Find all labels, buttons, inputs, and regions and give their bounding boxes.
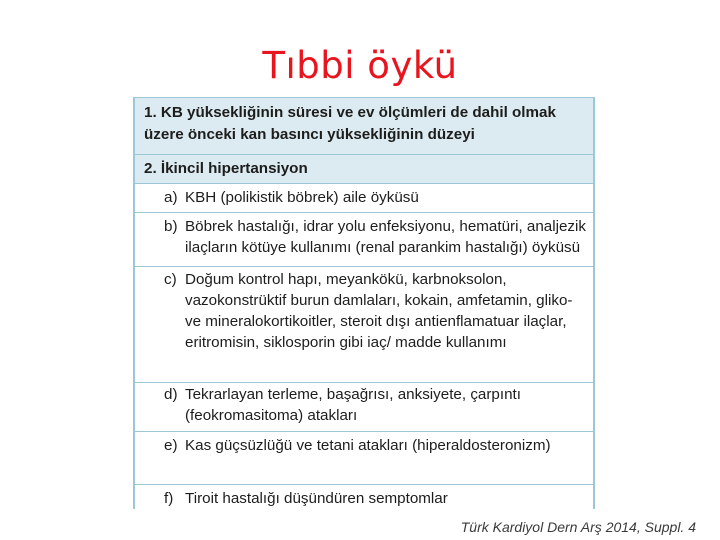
item-label: c) xyxy=(164,271,177,288)
item-text: Kas güçsüzlüğü ve tetani atakları (hiperaldosteronizm) xyxy=(185,437,551,454)
item-label: b) xyxy=(164,218,178,235)
item-text: Tekrarlayan terleme, başağrısı, anksiyete, çarpıntı (feokromasitoma) atakları xyxy=(185,386,521,424)
section-blood-pressure-history: 1. KB yüksekliğinin süresi ve ev ölçümleri de dahil olmak üzere önceki kan basıncı yüksekliğinin düzeyi xyxy=(135,98,593,155)
list-item-a xyxy=(135,184,593,213)
item-label: a) xyxy=(164,189,178,206)
list-item-b xyxy=(135,213,593,267)
item-text: Doğum kontrol hapı, meyankökü, karbnoksolon, vazokonstrüktif burun damlaları, kokain, amfetamin, gliko- ve mineralokortikoitler, steroit dışı antienflamatuar ilaçlar, eritromisin, siklosporin gibi iaç/ madde kullanımı xyxy=(185,271,573,351)
item-label: f) xyxy=(164,490,174,507)
list-item-f xyxy=(135,485,593,509)
list-item-c xyxy=(135,267,593,383)
section-secondary-hypertension: 2. İkincil hipertansiyon xyxy=(135,155,593,184)
item-text: Tiroit hastalığı düşündüren semptomlar xyxy=(185,490,448,507)
medical-history-table xyxy=(133,97,595,509)
item-label: d) xyxy=(164,386,178,403)
page-title: Tıbbi öykü xyxy=(262,44,458,87)
item-text: KBH (polikistik böbrek) aile öyküsü xyxy=(185,189,419,206)
item-label: e) xyxy=(164,437,178,454)
list-item-e xyxy=(135,432,593,485)
list-item-d xyxy=(135,383,593,432)
item-text: Böbrek hastalığı, idrar yolu enfeksiyonu, hematüri, analjezik ilaçların kötüye kullanımı (renal parankim hastalığı) öyküsü xyxy=(185,218,586,256)
source-citation: Türk Kardiyol Dern Arş 2014, Suppl. 4 xyxy=(460,519,696,535)
